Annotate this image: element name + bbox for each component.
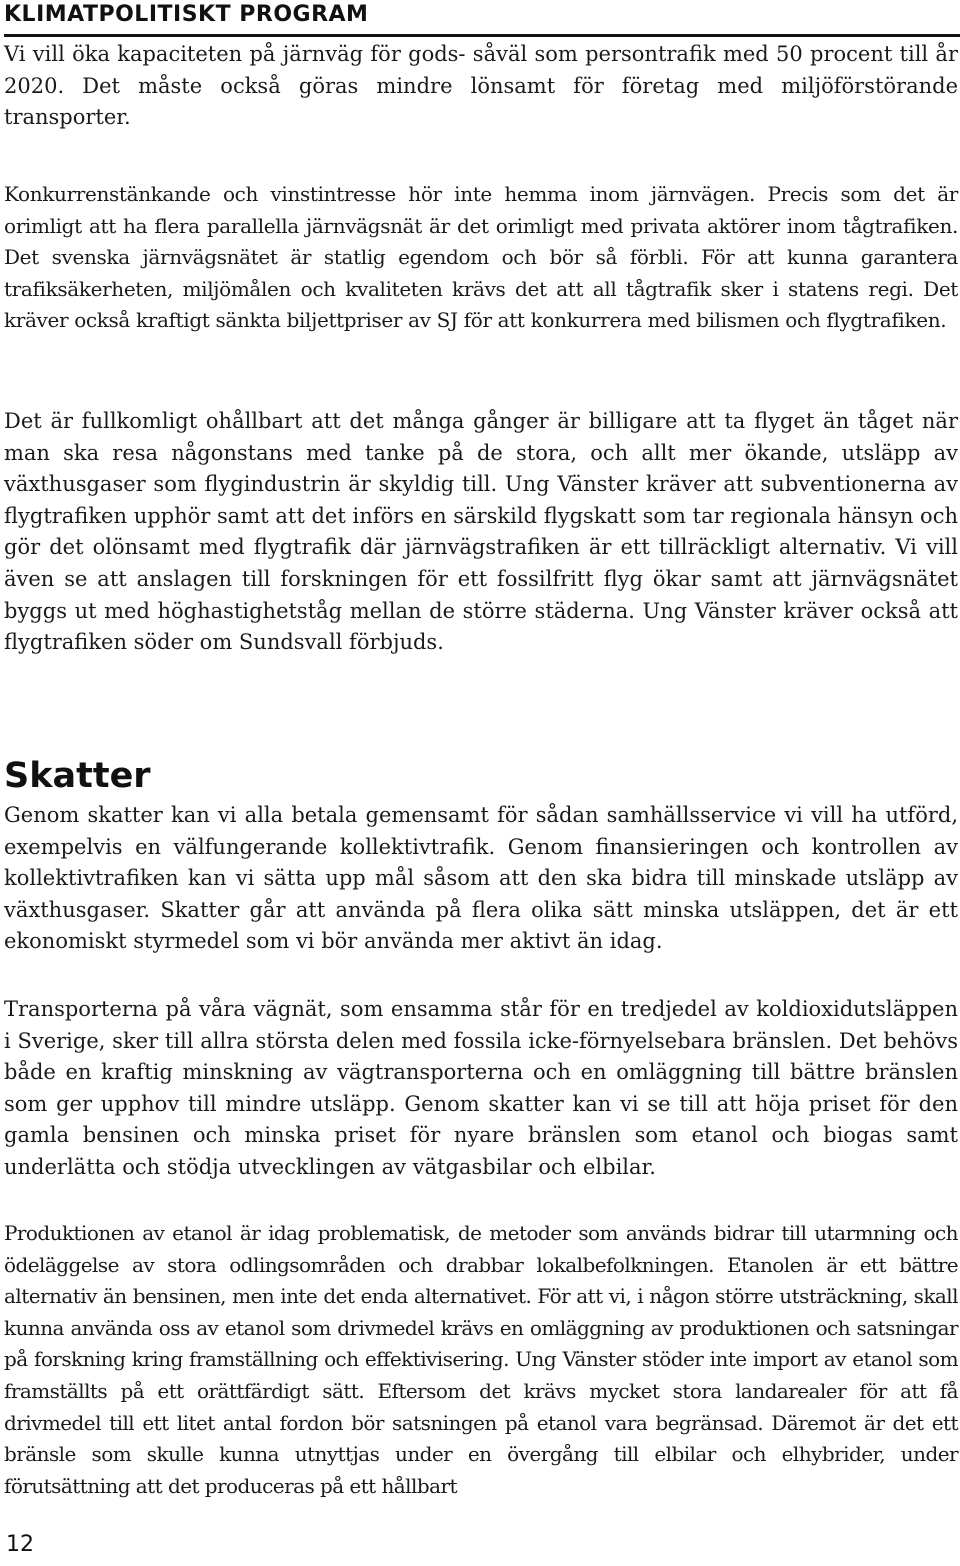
paragraph-road-transport: Transporterna på våra vägnät, som ensamma står för en tredjedel av koldioxidutsläppen i Sverige, sker till allra största delen med fossila icke-förnyelsebara bränslen. Det behövs både en kraftig minskning av vägtransporterna och en omläggning till bättre bränslen som ger upphov till mindre utsläpp. Genom skatter kan vi se till att höja priset för den gamla bensinen och minska priset för nyare bränslen som etanol och biogas samt underlätta och stödja utvecklingen av vätgasbilar och elbilar. bbox=[4, 997, 958, 1179]
paragraph-taxes-intro: Genom skatter kan vi alla betala gemensamt för sådan samhällsservice vi vill ha utförd, exempelvis en välfungerande kollektivtrafik. Genom finansieringen och kontrollen av kollektivtrafiken kan vi sätta upp mål såsom att den ska bidra till minskade utsläpp av växthusgaser. Skatter går att använda på flera olika sätt minska utsläppen, det är ett ekonomiskt styrmedel som vi bör använda mer aktivt än idag. bbox=[4, 803, 958, 954]
section-heading-skatter: Skatter bbox=[4, 756, 151, 797]
paragraph-ethanol: Produktionen av etanol är idag problematisk, de metoder som används bidrar till utarmning och ödeläggelse av stora odlingsområden och drabbar lokalbefolkningen. Etanolen är ett bättre alternativ än bensinen, men inte det enda alternativet. För att vi, i någon större utsträckning, skall kunna använda oss av etanol som drivmedel krävs en omläggning av produktionen och satsningar på forskning kring framställning och effektivisering. Ung Vänster stöder inte import av etanol som framställts på ett orättfärdigt sätt. Eftersom det krävs mycket stora landarealer för att få drivmedel till ett litet antal fordon bör satsningen på etanol vara begränsad. Däremot är det ett bränsle som skulle kunna utnyttjas under en övergång till elbilar och elhybrider, under förutsättning att det produceras på ett hållbart bbox=[4, 1221, 958, 1498]
paragraph-rail-ownership: Konkurrenstänkande och vinstintresse hör inte hemma inom järnvägen. Precis som det är orimligt att ha flera parallella järnvägsnät är det orimligt med privata aktörer inom tågtrafiken. Det svenska järnvägsnätet är statlig egendom och bör så förbli. För att kunna garantera trafiksäkerheten, miljömålen och kvaliteten krävs det att all tågtrafik sker i statens regi. Det kräver också kraftigt sänkta biljettpriser av SJ för att konkurrera med bilismen och flygtrafiken. bbox=[4, 182, 958, 333]
page-number: 12 bbox=[6, 1532, 34, 1557]
paragraph-rail-capacity: Vi vill öka kapaciteten på järnväg för gods- såväl som persontrafik med 50 procent till år 2020. Det måste också göras mindre lönsamt för företag med miljöförstörande transporter. bbox=[4, 42, 958, 130]
paragraph-air-travel: Det är fullkomligt ohållbart att det många gånger är billigare att ta flyget än tåget när man ska resa någonstans med tanke på de stora, och allt mer ökande, utsläpp av växthusgaser som flygindustrin är skyldig till. Ung Vänster kräver att subventionerna av flygtrafiken upphör samt att det införs en särskild flygskatt som tar regionala hänsyn och gör det olönsamt med flygtrafik där järnvägstrafiken är ett tillräckligt alternativ. Vi vill även se att anslagen till forskningen för ett fossilfritt flyg ökar samt att järnvägsnätet byggs ut med höghastighetståg mellan de större städerna. Ung Vänster kräver också att flygtrafiken söder om Sundsvall förbjuds. bbox=[4, 409, 958, 655]
header-title: KLIMATPOLITISKT PROGRAM bbox=[4, 2, 369, 27]
running-header bbox=[4, 0, 960, 37]
